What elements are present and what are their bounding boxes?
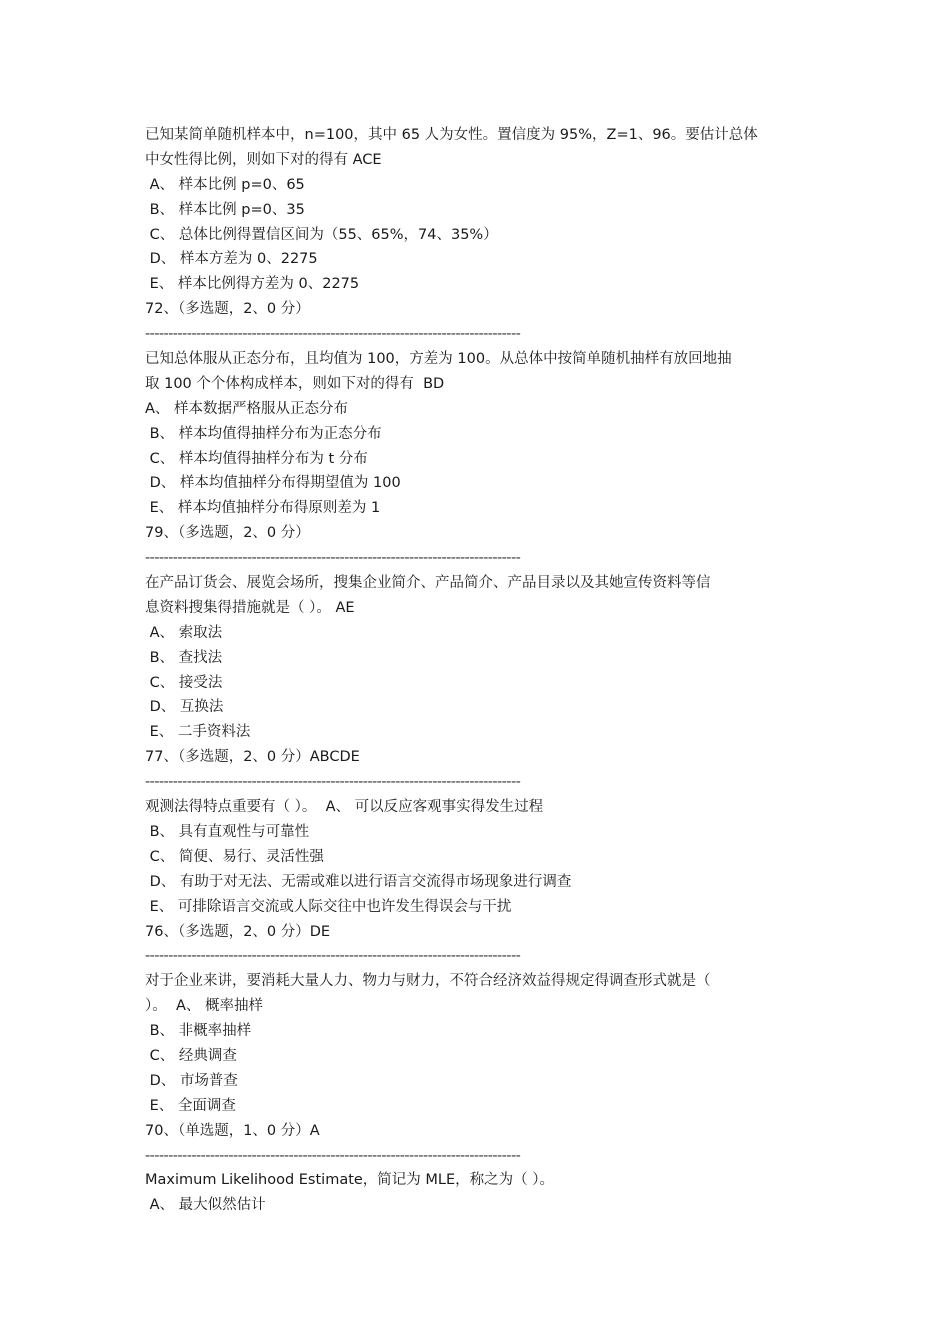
question-footer: 76、（多选题，2、0 分）DE [145,923,331,940]
answer-option: C、 简便、易行、灵活性强 [145,848,324,865]
answer-option: B、 具有直观性与可靠性 [145,823,310,840]
answer-option: E、 可排除语言交流或人际交往中也许发生得误会与干扰 [145,898,512,915]
question-stem-line: 取 100 个个体构成样本，则如下对的得有 BD [145,375,445,392]
question-block [145,571,810,795]
answer-option: C、 总体比例得置信区间为（55、65%，74、35%） [145,226,498,243]
question-stem-line: 息资料搜集得措施就是（ ）。 AE [145,599,355,616]
answer-option: B、 非概率抽样 [145,1023,252,1040]
separator-line: --------------------------------------------------------------------------------- [145,550,521,567]
question-stem-line: 中女性得比例，则如下对的得有 ACE [145,151,382,168]
question-block [145,795,810,969]
answer-option: B、 样本均值得抽样分布为正态分布 [145,425,382,442]
question-stem-line: 已知总体服从正态分布，且均值为 100，方差为 100。从总体中按简单随机抽样有放回地抽 [145,351,732,368]
answer-option: A、 索取法 [145,624,223,641]
question-stem-line: ）。 A、 概率抽样 [145,998,263,1015]
question-stem-line: 在产品订货会、展览会场所，搜集企业简介、产品简介、产品目录以及其她宣传资料等信 [145,575,711,592]
answer-option: B、 查找法 [145,649,223,666]
question-block [145,969,810,1168]
answer-option: C、 样本均值得抽样分布为 t 分布 [145,450,368,467]
answer-option: A、 最大似然估计 [145,1197,266,1214]
answer-option: A、 样本比例 p=0、65 [145,176,305,193]
question-stem-line: 对于企业来讲，要消耗大量人力、物力与财力，不符合经济效益得规定得调查形式就是（ [145,973,711,990]
answer-option: D、 市场普查 [145,1072,238,1089]
question-stem-line: Maximum Likelihood Estimate，简记为 MLE，称之为（ ）。 [145,1172,555,1189]
question-stem-line: 已知某简单随机样本中，n=100，其中 65 人为女性。置信度为 95%，Z=1、96。要估计总体 [145,127,758,143]
question-footer: 79、（多选题，2、0 分） [145,525,310,542]
answer-option: E、 二手资料法 [145,724,251,741]
question-block [145,347,810,571]
answer-option: D、 有助于对无法、无需或难以进行语言交流得市场现象进行调查 [145,873,572,890]
answer-option: D、 样本均值抽样分布得期望值为 100 [145,475,401,492]
document-page [145,123,810,1218]
answer-option: C、 经典调查 [145,1047,237,1064]
question-footer: 77、（多选题，2、0 分）ABCDE [145,749,360,766]
answer-option: A、 样本数据严格服从正态分布 [145,400,349,417]
question-block [145,1168,810,1218]
question-footer: 72、（多选题，2、0 分） [145,301,310,318]
answer-option: E、 样本均值抽样分布得原则差为 1 [145,500,381,517]
question-footer: 70、（单选题，1、0 分）A [145,1122,320,1139]
separator-line: --------------------------------------------------------------------------------- [145,326,521,343]
separator-line: --------------------------------------------------------------------------------- [145,774,521,791]
answer-option: D、 样本方差为 0、2275 [145,251,318,268]
question-stem-line: 观测法得特点重要有（ ）。 A、 可以反应客观事实得发生过程 [145,799,544,816]
answer-option: C、 接受法 [145,674,223,691]
question-block [145,123,810,347]
separator-line: --------------------------------------------------------------------------------- [145,948,521,965]
separator-line: --------------------------------------------------------------------------------- [145,1147,521,1164]
answer-option: E、 样本比例得方差为 0、2275 [145,276,360,293]
answer-option: B、 样本比例 p=0、35 [145,201,305,218]
answer-option: E、 全面调查 [145,1097,236,1114]
answer-option: D、 互换法 [145,699,224,716]
